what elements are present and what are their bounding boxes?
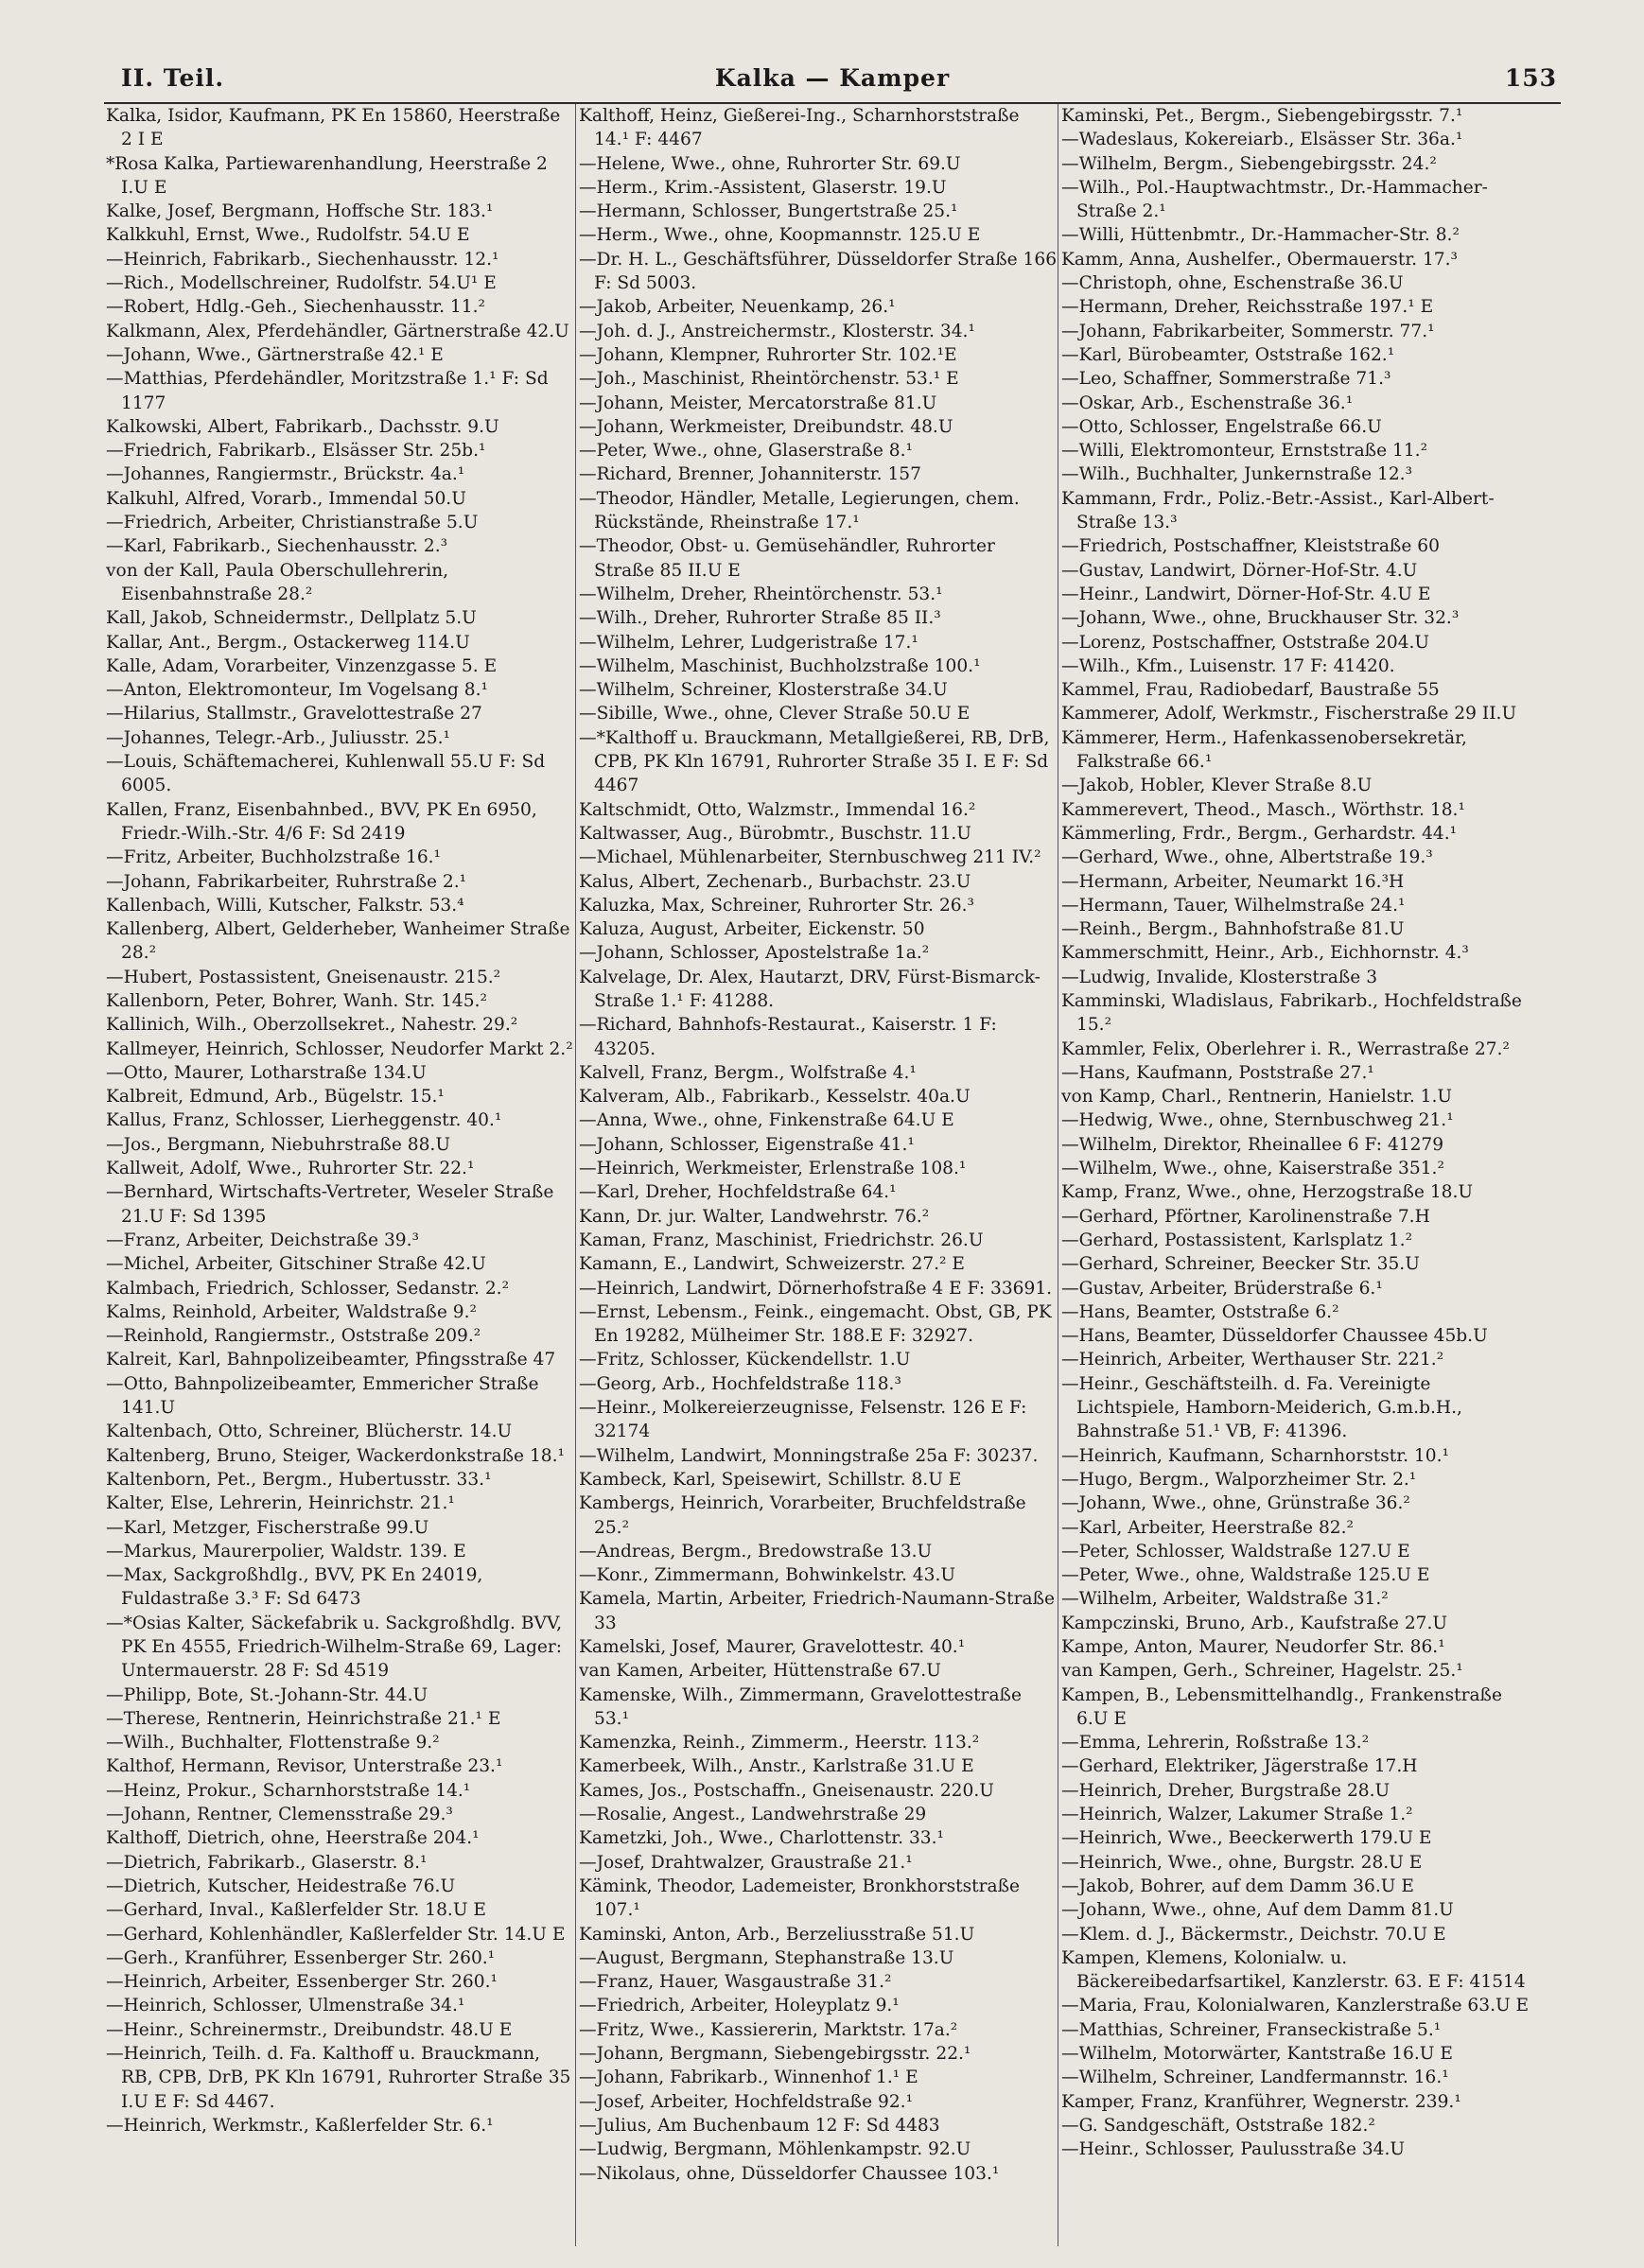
- directory-entry: —Gerh., Kranführer, Essenberger Str. 260.¹: [106, 1947, 496, 1968]
- directory-entry: —Heinrich, Arbeiter, Essenberger Str. 260.¹: [106, 1972, 498, 1993]
- directory-entry: Kaluzka, Max, Schreiner, Ruhrorter Str. 26.³: [579, 895, 975, 916]
- directory-entry: —Fritz, Arbeiter, Buchholzstraße 16.¹: [106, 847, 442, 868]
- directory-entry: —Heinr., Landwirt, Dörner-Hof-Str. 4.U E: [1061, 584, 1431, 604]
- directory-entry: —Heinr., Geschäftsteilh. d. Fa. Vereinigte Lichtspiele, Hamborn-Meiderich, G.m.b.H., Bahnstraße 51.¹ VB, F: 41396.: [1061, 1373, 1462, 1442]
- directory-entry: —Maria, Frau, Kolonialwaren, Kanzlerstraße 63.U E: [1061, 1996, 1530, 2016]
- directory-entry: —Theodor, Händler, Metalle, Legierungen, chem. Rückstände, Rheinstraße 17.¹: [579, 488, 1020, 533]
- directory-entry: —Hans, Beamter, Düsseldorfer Chaussee 45b.U: [1061, 1326, 1488, 1347]
- directory-entry: van Kampen, Gerh., Schreiner, Hagelstr. 25.¹: [1061, 1661, 1463, 1682]
- directory-entry: —Gerhard, Kohlenhändler, Kaßlerfelder Str. 14.U E: [106, 1924, 566, 1945]
- directory-entry: —Wilhelm, Lehrer, Ludgeristraße 17.¹: [579, 632, 918, 653]
- directory-entry: —Gerhard, Wwe., ohne, Albertstraße 19.³: [1061, 847, 1433, 868]
- directory-entry: —Fritz, Wwe., Kassiererin, Marktstr. 17a.²: [579, 2019, 958, 2040]
- directory-entry: —Joh., Maschinist, Rheintörchenstr. 53.¹ E: [579, 369, 959, 390]
- directory-entry: Kamp, Franz, Wwe., ohne, Herzogstraße 18.U: [1061, 1182, 1474, 1203]
- column-2: [579, 104, 1058, 2246]
- directory-entry: —Rosalie, Angest., Landwehrstraße 29: [579, 1805, 927, 1825]
- directory-entry: Kamenske, Wilh., Zimmermann, Gravelottestraße 53.¹: [579, 1684, 1022, 1729]
- directory-entry: Kallenborn, Peter, Bohrer, Wanh. Str. 145.²: [106, 990, 487, 1011]
- directory-entry: —Wilhelm, Bergm., Siebengebirgsstr. 24.²: [1061, 153, 1437, 174]
- directory-entry: Kallus, Franz, Schlosser, Lierheggenstr. 40.¹: [106, 1110, 502, 1131]
- directory-entry: —Heinr., Molkereierzeugnisse, Felsenstr. 126 E F: 32174: [579, 1398, 1027, 1442]
- part-label: II. Teil.: [121, 64, 225, 92]
- directory-entry: —Anna, Wwe., ohne, Finkenstraße 64.U E: [579, 1110, 954, 1131]
- directory-entry: —Johann, Rentner, Clemensstraße 29.³: [106, 1805, 453, 1825]
- directory-entry: —Richard, Bahnhofs-Restaurat., Kaiserstr. 1 F: 43205.: [579, 1015, 997, 1059]
- directory-entry: —Leo, Schaffner, Sommerstraße 71.³: [1061, 369, 1391, 390]
- directory-entry: Kalthoff, Dietrich, ohne, Heerstraße 204.¹: [106, 1828, 480, 1849]
- directory-entry: —Friedrich, Fabrikarb., Elsässer Str. 25b.¹: [106, 441, 486, 462]
- directory-entry: —Jakob, Hobler, Klever Straße 8.U: [1061, 776, 1373, 796]
- directory-entry: Kalthoff, Heinz, Gießerei-Ing., Scharnhorststraße 14.¹ F: 4467: [579, 106, 1020, 150]
- directory-entry: —Georg, Arb., Hochfeldstraße 118.³: [579, 1373, 901, 1394]
- directory-entry: —Gerhard, Elektriker, Jägerstraße 17.H: [1061, 1756, 1418, 1777]
- page-header: [104, 64, 1561, 104]
- directory-entry: —Wilhelm, Landwirt, Monningstraße 25a F: 30237.: [579, 1445, 1039, 1466]
- directory-entry: —Emma, Lehrerin, Roßstraße 13.²: [1061, 1733, 1370, 1753]
- directory-entry: —Michel, Arbeiter, Gitschiner Straße 42.U: [106, 1254, 486, 1275]
- directory-entry: —Josef, Arbeiter, Hochfeldstraße 92.¹: [579, 2091, 914, 2112]
- directory-entry: —Johann, Fabrikarb., Winnenhof 1.¹ E: [579, 2067, 918, 2088]
- directory-entry: Kampe, Anton, Maurer, Neudorfer Str. 86.¹: [1061, 1637, 1445, 1657]
- directory-entry: —Gerhard, Pförtner, Karolinenstraße 7.H: [1061, 1206, 1430, 1227]
- directory-entry: —Wilhelm, Motorwärter, Kantstraße 16.U E: [1061, 2044, 1453, 2065]
- directory-entry: Kametzki, Joh., Wwe., Charlottenstr. 33.¹: [579, 1828, 944, 1849]
- directory-entry: —Heinrich, Werkmeister, Erlenstraße 108.¹: [579, 1159, 967, 1179]
- directory-entry: —Johann, Schlosser, Eigenstraße 41.¹: [579, 1134, 915, 1155]
- directory-entry: —Matthias, Pferdehändler, Moritzstraße 1.¹ F: Sd 1177: [106, 369, 549, 413]
- directory-entry: Kampczinski, Bruno, Arb., Kaufstraße 27.U: [1061, 1613, 1448, 1633]
- directory-entry: —Johannes, Rangiermstr., Brückstr. 4a.¹: [106, 464, 465, 485]
- directory-entry: Kaltschmidt, Otto, Walzmstr., Immendal 16.²: [579, 799, 976, 820]
- directory-entry: —Oskar, Arb., Eschenstraße 36.¹: [1061, 393, 1354, 413]
- directory-entry: Kaltenborn, Pet., Bergm., Hubertusstr. 33.¹: [106, 1469, 492, 1490]
- directory-entry: Kallinich, Wilh., Oberzollsekret., Nahestr. 29.²: [106, 1015, 518, 1036]
- directory-entry: —Sibille, Wwe., ohne, Clever Straße 50.U E: [579, 704, 971, 724]
- directory-entry: Kaltwasser, Aug., Bürobmtr., Buschstr. 11.U: [579, 823, 971, 844]
- directory-entry: —Karl, Dreher, Hochfeldstraße 64.¹: [579, 1182, 897, 1203]
- directory-entry: Kalkkuhl, Ernst, Wwe., Rudolfstr. 54.U E: [106, 225, 470, 246]
- directory-entry: —Christoph, ohne, Eschenstraße 36.U: [1061, 273, 1404, 294]
- directory-entry: —Otto, Schlosser, Engelstraße 66.U: [1061, 416, 1382, 437]
- directory-entry: —Herm., Wwe., ohne, Koopmannstr. 125.U E: [579, 225, 981, 246]
- directory-entry: —G. Sandgeschäft, Oststraße 182.²: [1061, 2115, 1375, 2136]
- directory-entry: —Hermann, Dreher, Reichsstraße 197.¹ E: [1061, 297, 1434, 318]
- directory-entry: Kalkuhl, Alfred, Vorarb., Immendal 50.U: [106, 488, 466, 509]
- directory-entry: Kalkmann, Alex, Pferdehändler, Gärtnerstraße 42.U: [106, 321, 569, 341]
- directory-entry: Kämmerer, Herm., Hafenkassenobersekretär, Falkstraße 66.¹: [1061, 727, 1467, 773]
- directory-entry: Kampen, Klemens, Kolonialw. u. Bäckereibedarfsartikel, Kanzlerstr. 63. E F: 41514: [1061, 1947, 1526, 1993]
- directory-entry: —Willi, Elektromonteur, Ernststraße 11.²: [1061, 441, 1428, 462]
- directory-entry: —Wilhelm, Schreiner, Klosterstraße 34.U: [579, 680, 948, 701]
- directory-entry: —Peter, Schlosser, Waldstraße 127.U E: [1061, 1541, 1410, 1561]
- directory-entry: —Jakob, Bohrer, auf dem Damm 36.U E: [1061, 1875, 1414, 1896]
- directory-entry: —Johann, Klempner, Ruhrorter Str. 102.¹E: [579, 344, 957, 365]
- directory-entry: —Johann, Schlosser, Apostelstraße 1a.²: [579, 943, 930, 964]
- directory-entry: Kalreit, Karl, Bahnpolizeibeamter, Pfingsstraße 47: [106, 1350, 556, 1370]
- name-range: Kalka — Kamper: [714, 64, 951, 92]
- directory-entry: Kamper, Franz, Kranführer, Wegnerstr. 239.¹: [1061, 2091, 1461, 2112]
- directory-entry: —Karl, Arbeiter, Heerstraße 82.²: [1061, 1517, 1354, 1538]
- directory-entry: —Otto, Bahnpolizeibeamter, Emmericher Straße 141.U: [106, 1373, 539, 1419]
- directory-entry: —Rich., Modellschreiner, Rudolfstr. 54.U¹ E: [106, 273, 497, 294]
- directory-entry: Kallenbach, Willi, Kutscher, Falkstr. 53.⁴: [106, 895, 464, 916]
- directory-entry: —Hermann, Arbeiter, Neumarkt 16.³H: [1061, 871, 1405, 892]
- directory-entry: —Johann, Bergmann, Siebengebirgsstr. 22.¹: [579, 2044, 971, 2065]
- directory-entry: Kallmeyer, Heinrich, Schlosser, Neudorfer Markt 2.²: [106, 1038, 573, 1059]
- directory-entry: —Heinrich, Wwe., Beeckerwerth 179.U E: [1061, 1828, 1432, 1849]
- directory-entry: Kämink, Theodor, Lademeister, Bronkhorststraße 107.¹: [579, 1875, 1021, 1921]
- directory-entry: —Jakob, Arbeiter, Neuenkamp, 26.¹: [579, 297, 896, 318]
- directory-entry: —Wilhelm, Wwe., ohne, Kaiserstraße 351.²: [1061, 1159, 1444, 1179]
- directory-entry: Kalthof, Hermann, Revisor, Unterstraße 23.¹: [106, 1756, 503, 1777]
- directory-entry: —Anton, Elektromonteur, Im Vogelsang 8.¹: [106, 680, 488, 701]
- directory-entry: —Wilh., Pol.-Hauptwachtmstr., Dr.-Hammacher-Straße 2.¹: [1061, 177, 1488, 222]
- directory-entry: —Friedrich, Arbeiter, Holeyplatz 9.¹: [579, 1996, 900, 2016]
- directory-entry: —Karl, Fabrikarb., Siechenhausstr. 2.³: [106, 536, 448, 557]
- directory-entry: —Wilh., Dreher, Ruhrorter Straße 85 II.³: [579, 608, 941, 629]
- directory-entry: —Dietrich, Kutscher, Heidestraße 76.U: [106, 1875, 456, 1896]
- directory-entry: —Heinr., Schlosser, Paulusstraße 34.U: [1061, 2139, 1406, 2160]
- directory-entry: Kammann, Frdr., Poliz.-Betr.-Assist., Karl-Albert-Straße 13.³: [1061, 488, 1495, 533]
- directory-entry: —Gerhard, Inval., Kaßlerfelder Str. 18.U E: [106, 1900, 486, 1921]
- directory-entry: van Kamen, Arbeiter, Hüttenstraße 67.U: [579, 1661, 941, 1682]
- directory-entry: Kamminski, Wladislaus, Fabrikarb., Hochfeldstraße 15.²: [1061, 990, 1522, 1036]
- directory-entry: —Herm., Krim.-Assistent, Glaserstr. 19.U: [579, 177, 947, 198]
- directory-entry: Kalkowski, Albert, Fabrikarb., Dachsstr. 9.U: [106, 416, 499, 437]
- directory-entry: Kammel, Frau, Radiobedarf, Baustraße 55: [1061, 680, 1440, 701]
- directory-entry: —Wilhelm, Dreher, Rheintörchenstr. 53.¹: [579, 584, 943, 604]
- directory-entry: Kamann, E., Landwirt, Schweizerstr. 27.² E: [579, 1254, 965, 1275]
- directory-entry: —Reinhold, Rangiermstr., Oststraße 209.²: [106, 1326, 481, 1347]
- directory-entry: Kallweit, Adolf, Wwe., Ruhrorter Str. 22.¹: [106, 1159, 475, 1179]
- directory-entry: —Julius, Am Buchenbaum 12 F: Sd 4483: [579, 2115, 940, 2136]
- directory-entry: —Hans, Beamter, Oststraße 6.²: [1061, 1301, 1339, 1322]
- column-3: [1061, 104, 1532, 2246]
- directory-entry: —Franz, Hauer, Wasgaustraße 31.²: [579, 1972, 892, 1993]
- directory-entry: Kammerer, Adolf, Werkmstr., Fischerstraße 29 II.U: [1061, 704, 1517, 724]
- directory-entry: —Johann, Fabrikarbeiter, Sommerstr. 77.¹: [1061, 321, 1435, 341]
- directory-entry: Kalms, Reinhold, Arbeiter, Waldstraße 9.²: [106, 1301, 477, 1322]
- directory-entry: Kalle, Adam, Vorarbeiter, Vinzenzgasse 5. E: [106, 655, 498, 676]
- directory-entry: —Heinz, Prokur., Scharnhorststraße 14.¹: [106, 1780, 471, 1801]
- directory-entry: Kaman, Franz, Maschinist, Friedrichstr. 26.U: [579, 1230, 984, 1250]
- directory-entry: Kallenberg, Albert, Gelderheber, Wanheimer Straße 28.²: [106, 919, 570, 964]
- directory-entry: —Dr. H. L., Geschäftsführer, Düsseldorfer Straße 166 F: Sd 5003.: [579, 249, 1058, 294]
- directory-entry: Kalveram, Alb., Fabrikarb., Kesselstr. 40a.U: [579, 1087, 971, 1108]
- directory-entry: —Fritz, Schlosser, Kückendellstr. 1.U: [579, 1350, 911, 1370]
- directory-entry: —Wilh., Buchhalter, Junkernstraße 12.³: [1061, 464, 1413, 485]
- directory-entry: —Friedrich, Arbeiter, Christianstraße 5.U: [106, 513, 479, 533]
- directory-entry: Kamelski, Josef, Maurer, Gravelottestr. 40.¹: [579, 1637, 966, 1657]
- directory-entry: Kalus, Albert, Zechenarb., Burbachstr. 23.U: [579, 871, 971, 892]
- directory-entry: Kambeck, Karl, Speisewirt, Schillstr. 8.U E: [579, 1469, 962, 1490]
- column-1: [106, 104, 575, 2246]
- directory-entry: —Willi, Hüttenbmtr., Dr.-Hammacher-Str. 8.²: [1061, 225, 1460, 246]
- directory-entry: Kallar, Ant., Bergm., Ostackerweg 114.U: [106, 632, 470, 653]
- directory-entry: —Karl, Metzger, Fischerstraße 99.U: [106, 1517, 429, 1538]
- directory-entry: Kalmbach, Friedrich, Schlosser, Sedanstr. 2.²: [106, 1278, 510, 1299]
- directory-entry: —Heinrich, Kaufmann, Scharnhorststr. 10.¹: [1061, 1445, 1449, 1466]
- directory-entry: —Wilhelm, Arbeiter, Waldstraße 31.²: [1061, 1589, 1389, 1610]
- directory-entry: Kaminski, Pet., Bergm., Siebengebirgsstr. 7.¹: [1061, 106, 1463, 126]
- directory-entry: —Joh. d. J., Anstreichermstr., Klosterstr. 34.¹: [579, 321, 975, 341]
- directory-entry: —Hans, Kaufmann, Poststraße 27.¹: [1061, 1062, 1374, 1083]
- directory-entry: —Johann, Wwe., ohne, Auf dem Damm 81.U: [1061, 1900, 1454, 1921]
- directory-entry: —Jos., Bergmann, Niebuhrstraße 88.U: [106, 1134, 450, 1155]
- directory-entry: Kampen, B., Lebensmittelhandlg., Frankenstraße 6.U E: [1061, 1684, 1502, 1729]
- directory-entry: Kammler, Felix, Oberlehrer i. R., Werrastraße 27.²: [1061, 1038, 1510, 1059]
- directory-entry: —Friedrich, Postschaffner, Kleiststraße 60: [1061, 536, 1440, 557]
- directory-entry: Kallen, Franz, Eisenbahnbed., BVV, PK En 6950, Friedr.-Wilh.-Str. 4/6 F: Sd 2419: [106, 799, 537, 844]
- directory-entry: —Theodor, Obst- u. Gemüsehändler, Ruhrorter Straße 85 II.U E: [579, 536, 995, 581]
- directory-entry: —Johann, Werkmeister, Dreibundstr. 48.U: [579, 416, 953, 437]
- directory-entry: —Max, Sackgroßhdlg., BVV, PK En 24019, Fuldastraße 3.³ F: Sd 6473: [106, 1565, 483, 1610]
- directory-entry: Kalke, Josef, Bergmann, Hoffsche Str. 183.¹: [106, 201, 494, 222]
- directory-entry: —Heinrich, Arbeiter, Werthauser Str. 221.²: [1061, 1350, 1444, 1370]
- directory-entry: *Rosa Kalka, Partiewarenhandlung, Heerstraße 2 I.U E: [106, 153, 548, 198]
- directory-entry: —Philipp, Bote, St.-Johann-Str. 44.U: [106, 1684, 428, 1705]
- directory-entry: Kamela, Martin, Arbeiter, Friedrich-Naumann-Straße 33: [579, 1589, 1056, 1633]
- directory-entry: —Robert, Hdlg.-Geh., Siechenhausstr. 11.²: [106, 297, 485, 318]
- directory-entry: Kann, Dr. jur. Walter, Landwehrstr. 76.²: [579, 1206, 930, 1227]
- directory-entry: Kalter, Else, Lehrerin, Heinrichstr. 21.¹: [106, 1493, 455, 1514]
- directory-entry: Kalvell, Franz, Bergm., Wolfstraße 4.¹: [579, 1062, 917, 1083]
- page-number: 153: [1504, 64, 1557, 92]
- directory-entry: von Kamp, Charl., Rentnerin, Hanielstr. 1.U: [1061, 1087, 1453, 1108]
- directory-entry: —Wilhelm, Maschinist, Buchholzstraße 100.¹: [579, 655, 981, 676]
- directory-entry: —Ernst, Lebensm., Feink., eingemacht. Obst, GB, PK En 19282, Mülheimer Str. 188.E F: 32927.: [579, 1301, 1052, 1347]
- directory-entry: —Ludwig, Bergmann, Möhlenkampstr. 92.U: [579, 2139, 971, 2160]
- directory-entry: Kammerschmitt, Heinr., Arb., Eichhornstr. 4.³: [1061, 943, 1469, 964]
- directory-entry: —Heinrich, Werkmstr., Kaßlerfelder Str. 6.¹: [106, 2115, 494, 2136]
- directory-entry: —Wadeslaus, Kokereiarb., Elsässer Str. 36a.¹: [1061, 130, 1463, 150]
- directory-entry: Kaluza, August, Arbeiter, Eickenstr. 50: [579, 919, 925, 940]
- directory-entry: —Johann, Meister, Mercatorstraße 81.U: [579, 393, 937, 413]
- directory-entry: —Michael, Mühlenarbeiter, Sternbuschweg 211 IV.²: [579, 847, 1041, 868]
- directory-entry: —Peter, Wwe., ohne, Glaserstraße 8.¹: [579, 441, 913, 462]
- directory-entry: —Nikolaus, ohne, Düsseldorfer Chaussee 103.¹: [579, 2163, 1000, 2184]
- directory-entry: —Andreas, Bergm., Bredowstraße 13.U: [579, 1541, 933, 1561]
- directory-entry: —Lorenz, Postschaffner, Oststraße 204.U: [1061, 632, 1430, 653]
- directory-entry: —Hugo, Bergm., Walporzheimer Str. 2.¹: [1061, 1469, 1417, 1490]
- directory-entry: Kamenzka, Reinh., Zimmerm., Heerstr. 113.²: [579, 1733, 980, 1753]
- directory-entry: —Wilhelm, Direktor, Rheinallee 6 F: 41279: [1061, 1134, 1444, 1155]
- directory-entry: —Wilhelm, Schreiner, Landfermannstr. 16.¹: [1061, 2067, 1449, 2088]
- directory-entry: —Gustav, Arbeiter, Brüderstraße 6.¹: [1061, 1278, 1383, 1299]
- directory-entry: —Helene, Wwe., ohne, Ruhrorter Str. 69.U: [579, 153, 961, 174]
- directory-entry: Kalvelage, Dr. Alex, Hautarzt, DRV, Fürst-Bismarck-Straße 1.¹ F: 41288.: [579, 967, 1041, 1011]
- directory-entry: —Johann, Wwe., Gärtnerstraße 42.¹ E: [106, 344, 444, 365]
- directory-entry: Kamm, Anna, Aushelfer., Obermauerstr. 17.³: [1061, 249, 1459, 270]
- directory-entry: —Gerhard, Schreiner, Beecker Str. 35.U: [1061, 1254, 1420, 1275]
- directory-entry: —Heinrich, Walzer, Lakumer Straße 1.²: [1061, 1805, 1413, 1825]
- directory-entry: —Markus, Maurerpolier, Waldstr. 139. E: [106, 1541, 466, 1561]
- directory-entry: —Matthias, Schreiner, Franseckistraße 5.¹: [1061, 2019, 1442, 2040]
- directory-entry: —Gerhard, Postassistent, Karlsplatz 1.²: [1061, 1230, 1413, 1250]
- directory-entry: —Heinr., Schreinermstr., Dreibundstr. 48.U E: [106, 2019, 513, 2040]
- directory-entry: Kall, Jakob, Schneidermstr., Dellplatz 5.U: [106, 608, 477, 629]
- directory-entry: —Johann, Wwe., ohne, Bruckhauser Str. 32.³: [1061, 608, 1460, 629]
- directory-entry: —*Osias Kalter, Säckefabrik u. Sackgroßhdlg. BVV, PK En 4555, Friedrich-Wilhelm-Straße 69, Lager: Untermauerstr. 28 F: Sd 4519: [106, 1613, 563, 1682]
- directory-entry: —Johann, Fabrikarbeiter, Ruhrstraße 2.¹: [106, 871, 467, 892]
- column-divider: [575, 104, 576, 2246]
- directory-entry: —Johann, Wwe., ohne, Grünstraße 36.²: [1061, 1493, 1410, 1514]
- directory-entry: —Heinrich, Wwe., ohne, Burgstr. 28.U E: [1061, 1852, 1423, 1873]
- directory-entry: —Heinrich, Schlosser, Ulmenstraße 34.¹: [106, 1996, 465, 2016]
- directory-entry: Kames, Jos., Postschaffn., Gneisenaustr. 220.U: [579, 1780, 994, 1801]
- directory-entry: —Karl, Bürobeamter, Oststraße 162.¹: [1061, 344, 1395, 365]
- directory-entry: Kammerevert, Theod., Masch., Wörthstr. 18.¹: [1061, 799, 1465, 820]
- directory-entry: von der Kall, Paula Oberschullehrerin, Eisenbahnstraße 28.²: [106, 560, 449, 604]
- directory-entry: —Wilh., Buchhalter, Flottenstraße 9.²: [106, 1733, 440, 1753]
- directory-entry: —Otto, Maurer, Lotharstraße 134.U: [106, 1062, 427, 1083]
- directory-entry: Kämmerling, Frdr., Bergm., Gerhardstr. 44.¹: [1061, 823, 1458, 844]
- directory-entry: Kalka, Isidor, Kaufmann, PK En 15860, Heerstraße 2 I E: [106, 106, 561, 150]
- directory-entry: —Hermann, Tauer, Wilhelmstraße 24.¹: [1061, 895, 1406, 916]
- directory-entry: —Konr., Zimmermann, Bohwinkelstr. 43.U: [579, 1565, 956, 1586]
- directory-entry: —August, Bergmann, Stephanstraße 13.U: [579, 1947, 954, 1968]
- directory-entry: —Gustav, Landwirt, Dörner-Hof-Str. 4.U: [1061, 560, 1418, 581]
- directory-entry: —Peter, Wwe., ohne, Waldstraße 125.U E: [1061, 1565, 1430, 1586]
- directory-entry: —Dietrich, Fabrikarb., Glaserstr. 8.¹: [106, 1852, 428, 1873]
- directory-entry: —Klem. d. J., Bäckermstr., Deichstr. 70.U E: [1061, 1924, 1446, 1945]
- directory-entry: —Heinrich, Teilh. d. Fa. Kalthoff u. Brauckmann, RB, CPB, DrB, PK Kln 16791, Ruhrorter Straße 35 I.U E F: Sd 4467.: [106, 2044, 571, 2112]
- directory-entry: —Hedwig, Wwe., ohne, Sternbuschweg 21.¹: [1061, 1110, 1454, 1131]
- directory-entry: —Hermann, Schlosser, Bungertstraße 25.¹: [579, 201, 958, 222]
- directory-entry: Kalbreit, Edmund, Arb., Bügelstr. 15.¹: [106, 1087, 445, 1108]
- directory-entry: —Heinrich, Landwirt, Dörnerhofstraße 4 E F: 33691.: [579, 1278, 1053, 1299]
- directory-entry: —Reinh., Bergm., Bahnhofstraße 81.U: [1061, 919, 1405, 940]
- directory-entry: —Bernhard, Wirtschafts-Vertreter, Weseler Straße 21.U F: Sd 1395: [106, 1182, 554, 1227]
- directory-entry: —Wilh., Kfm., Luisenstr. 17 F: 41420.: [1061, 655, 1395, 676]
- directory-entry: —Ludwig, Invalide, Klosterstraße 3: [1061, 967, 1378, 987]
- directory-entry: —Richard, Brenner, Johanniterstr. 157: [579, 464, 921, 485]
- directory-entry: Kaltenbach, Otto, Schreiner, Blücherstr. 14.U: [106, 1422, 513, 1442]
- directory-entry: —*Kalthoff u. Brauckmann, Metallgießerei, RB, DrB, CPB, PK Kln 16791, Ruhrorter Straße 35 I. E F: Sd 4467: [579, 727, 1050, 796]
- directory-entry: Kaminski, Anton, Arb., Berzeliusstraße 51.U: [579, 1924, 975, 1945]
- directory-entry: —Hilarius, Stallmstr., Gravelottestraße 27: [106, 704, 482, 724]
- directory-entry: —Johannes, Telegr.-Arb., Juliusstr. 25.¹: [106, 727, 450, 748]
- directory-entry: —Franz, Arbeiter, Deichstraße 39.³: [106, 1230, 419, 1250]
- directory-entry: Kambergs, Heinrich, Vorarbeiter, Bruchfeldstraße 25.²: [579, 1493, 1026, 1538]
- directory-entry: —Hubert, Postassistent, Gneisenaustr. 215.²: [106, 967, 501, 987]
- directory-entry: —Josef, Drahtwalzer, Graustraße 21.¹: [579, 1852, 913, 1873]
- directory-entry: Kamerbeek, Wilh., Anstr., Karlstraße 31.U E: [579, 1756, 974, 1777]
- directory-entry: —Therese, Rentnerin, Heinrichstraße 21.¹ E: [106, 1708, 501, 1729]
- directory-entry: Kaltenberg, Bruno, Steiger, Wackerdonkstraße 18.¹: [106, 1445, 565, 1466]
- directory-entry: —Heinrich, Fabrikarb., Siechenhausstr. 12.¹: [106, 249, 499, 270]
- directory-entry: —Louis, Schäftemacherei, Kuhlenwall 55.U F: Sd 6005.: [106, 752, 546, 796]
- directory-entry: —Heinrich, Dreher, Burgstraße 28.U: [1061, 1780, 1390, 1801]
